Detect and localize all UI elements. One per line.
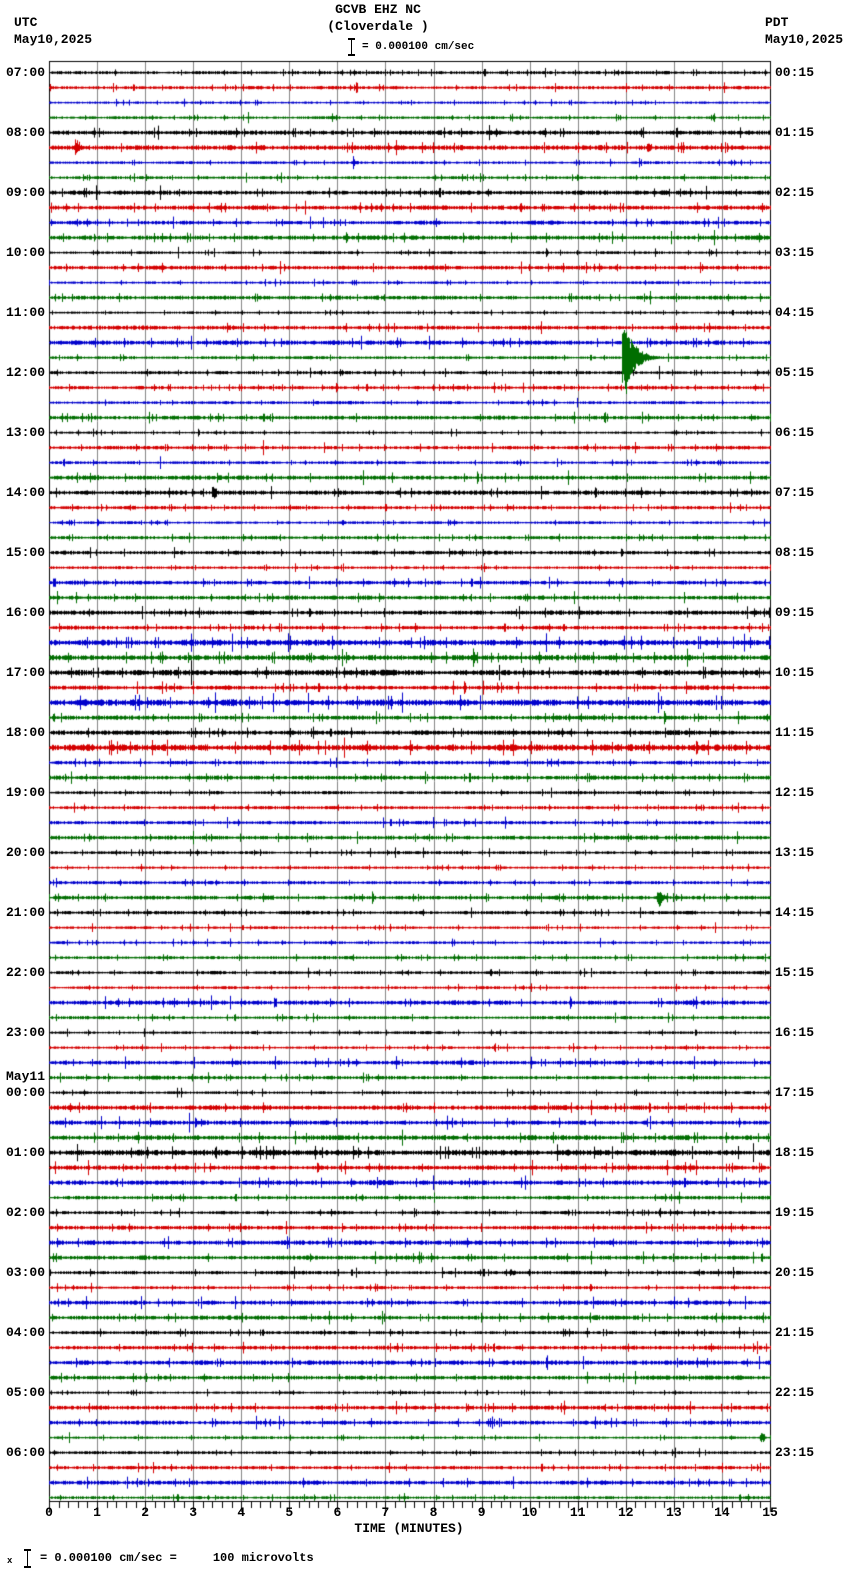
pdt-time-label: 23:15 (775, 1445, 815, 1460)
pdt-time-label: 03:15 (775, 245, 815, 260)
pdt-time-label: 07:15 (775, 485, 815, 500)
page-subtitle: (Cloverdale ) (327, 19, 429, 34)
pdt-time-label: 00:15 (775, 65, 815, 80)
x-axis-tick-label: 15 (762, 1505, 778, 1520)
x-axis-tick-label: 8 (429, 1505, 438, 1520)
pdt-time-label: 18:15 (775, 1145, 815, 1160)
pdt-time-label: 06:15 (775, 425, 815, 440)
x-axis-tick-label: 2 (141, 1505, 150, 1520)
left-date-label: May10,2025 (14, 32, 93, 47)
utc-time-label: 17:00 (5, 665, 45, 680)
pdt-time-label: 08:15 (775, 545, 815, 560)
pdt-time-label: 22:15 (775, 1385, 815, 1400)
x-axis-tick-label: 11 (569, 1505, 586, 1520)
x-axis-tick-label: 3 (189, 1505, 198, 1520)
utc-time-label: 08:00 (5, 125, 45, 140)
utc-time-label: 06:00 (5, 1445, 45, 1460)
utc-time-label: 15:00 (5, 545, 45, 560)
footer-prefix-glyph: x (7, 1556, 13, 1566)
page-title: GCVB EHZ NC (335, 2, 421, 17)
utc-time-label: 14:00 (5, 485, 45, 500)
x-axis-tick-label: 4 (237, 1505, 246, 1520)
footer-scale-bar-icon (24, 1549, 31, 1568)
utc-time-label: 16:00 (5, 605, 45, 620)
pdt-time-label: 11:15 (775, 725, 815, 740)
x-axis-tick-label: 9 (477, 1505, 486, 1520)
utc-date-rollover-label: May11 (5, 1069, 45, 1084)
pdt-time-label: 09:15 (775, 605, 815, 620)
x-axis-tick-label: 5 (285, 1505, 294, 1520)
pdt-time-label: 01:15 (775, 125, 815, 140)
pdt-time-label: 05:15 (775, 365, 815, 380)
scale-label: = 0.000100 cm/sec (362, 41, 475, 53)
utc-time-label: 10:00 (5, 245, 45, 260)
pdt-time-label: 17:15 (775, 1085, 815, 1100)
x-axis-title: TIME (MINUTES) (354, 1521, 464, 1536)
x-axis-tick-label: 0 (45, 1505, 53, 1520)
right-date-label: May10,2025 (765, 32, 844, 47)
utc-time-label: 00:00 (5, 1085, 45, 1100)
pdt-time-label: 16:15 (775, 1025, 815, 1040)
x-axis-tick-label: 13 (666, 1505, 682, 1520)
pdt-time-label: 04:15 (775, 305, 815, 320)
utc-time-label: 05:00 (5, 1385, 45, 1400)
utc-time-label: 19:00 (5, 785, 45, 800)
x-axis-tick-label: 1 (93, 1505, 101, 1520)
pdt-time-label: 20:15 (775, 1265, 815, 1280)
scale-bar-icon (348, 38, 355, 56)
utc-time-label: 03:00 (5, 1265, 45, 1280)
utc-time-label: 13:00 (5, 425, 45, 440)
x-axis-tick-label: 6 (333, 1505, 342, 1520)
pdt-time-label: 15:15 (775, 965, 815, 980)
utc-time-label: 20:00 (5, 845, 45, 860)
utc-time-label: 02:00 (5, 1205, 45, 1220)
utc-time-label: 22:00 (5, 965, 45, 980)
utc-time-label: 12:00 (5, 365, 45, 380)
right-timezone-label: PDT (765, 15, 789, 30)
pdt-time-label: 12:15 (775, 785, 815, 800)
utc-time-label: 21:00 (5, 905, 45, 920)
pdt-time-label: 14:15 (775, 905, 815, 920)
utc-time-label: 11:00 (5, 305, 45, 320)
utc-time-label: 07:00 (5, 65, 45, 80)
utc-time-label: 01:00 (5, 1145, 45, 1160)
pdt-time-label: 21:15 (775, 1325, 815, 1340)
utc-time-label: 18:00 (5, 725, 45, 740)
pdt-time-label: 13:15 (775, 845, 815, 860)
x-axis-tick-label: 7 (381, 1505, 390, 1520)
pdt-time-label: 10:15 (775, 665, 815, 680)
x-axis-tick-label: 14 (714, 1505, 730, 1520)
utc-time-label: 23:00 (5, 1025, 45, 1040)
x-axis-tick-label: 10 (521, 1505, 538, 1520)
pdt-time-label: 19:15 (775, 1205, 815, 1220)
utc-time-label: 09:00 (5, 185, 45, 200)
x-axis-tick-label: 12 (617, 1505, 634, 1520)
left-timezone-label: UTC (14, 15, 38, 30)
pdt-time-label: 02:15 (775, 185, 815, 200)
footer-scale-text: = 0.000100 cm/sec = 100 microvolts (40, 1551, 314, 1565)
utc-time-label: 04:00 (5, 1325, 45, 1340)
